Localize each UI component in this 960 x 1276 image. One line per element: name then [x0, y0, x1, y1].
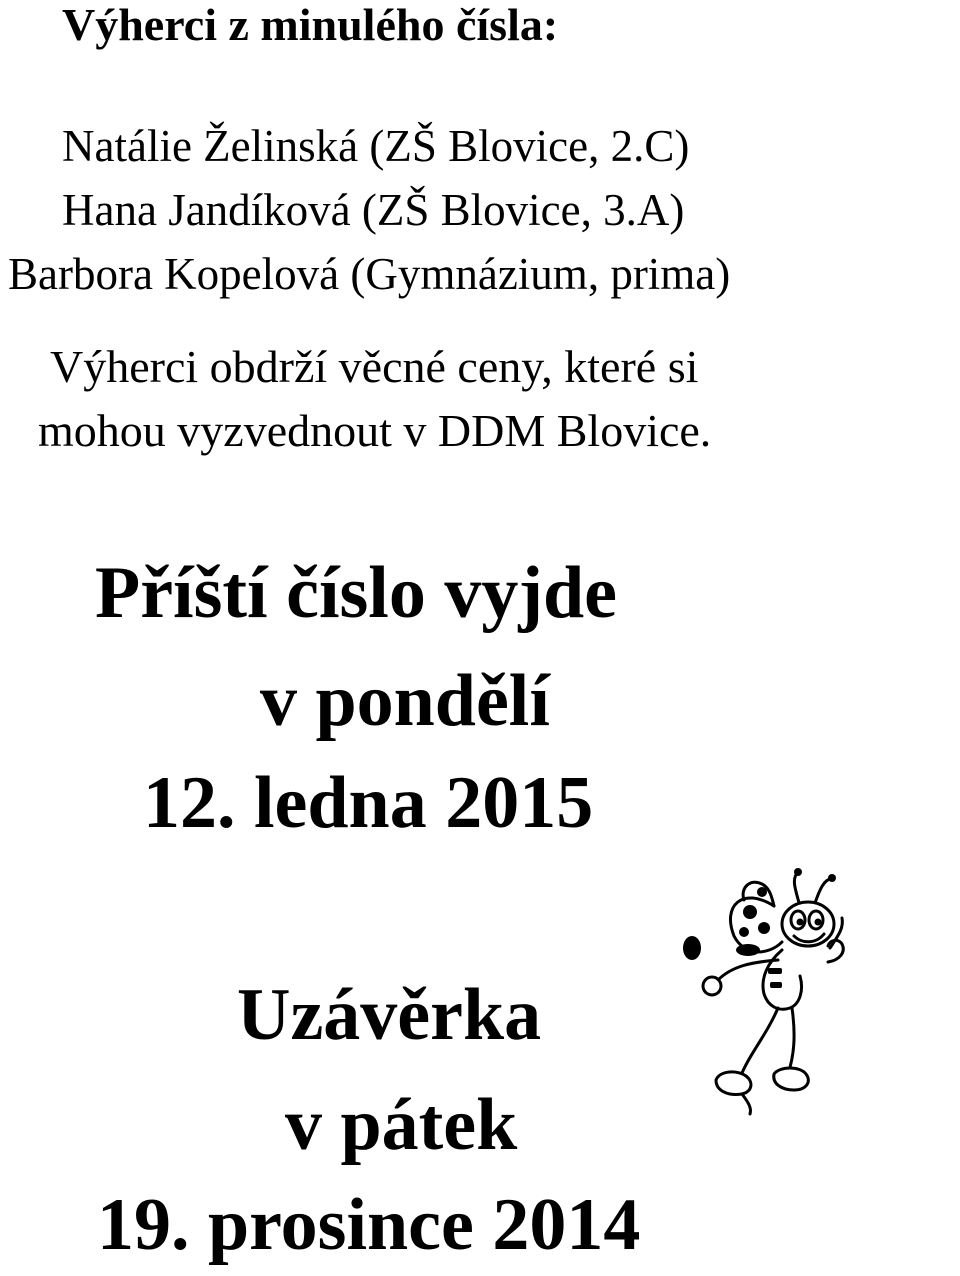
ladybug-mascot-icon [682, 866, 862, 1120]
prize-note-line-1: Výherci obdrží věcné ceny, které si [50, 341, 699, 392]
next-issue-line-2: v pondělí [260, 660, 550, 742]
next-issue-date: 12. ledna 2015 [143, 762, 594, 844]
winner-1: Natálie Želinská (ZŠ Blovice, 2.C) [62, 121, 690, 171]
deadline-date: 19. prosince 2014 [97, 1184, 641, 1266]
winner-3: Barbora Kopelová (Gymnázium, prima) [8, 249, 731, 299]
page-title: Výherci z minulého čísla: [62, 0, 559, 50]
winner-2: Hana Jandíková (ZŠ Blovice, 3.A) [62, 185, 685, 235]
next-issue-line-1: Příští číslo vyjde [95, 552, 618, 634]
deadline-label: Uzávěrka [237, 974, 542, 1056]
prize-note-line-2: mohou vyzvednout v DDM Blovice. [38, 405, 712, 456]
deadline-day: v pátek [285, 1084, 518, 1166]
